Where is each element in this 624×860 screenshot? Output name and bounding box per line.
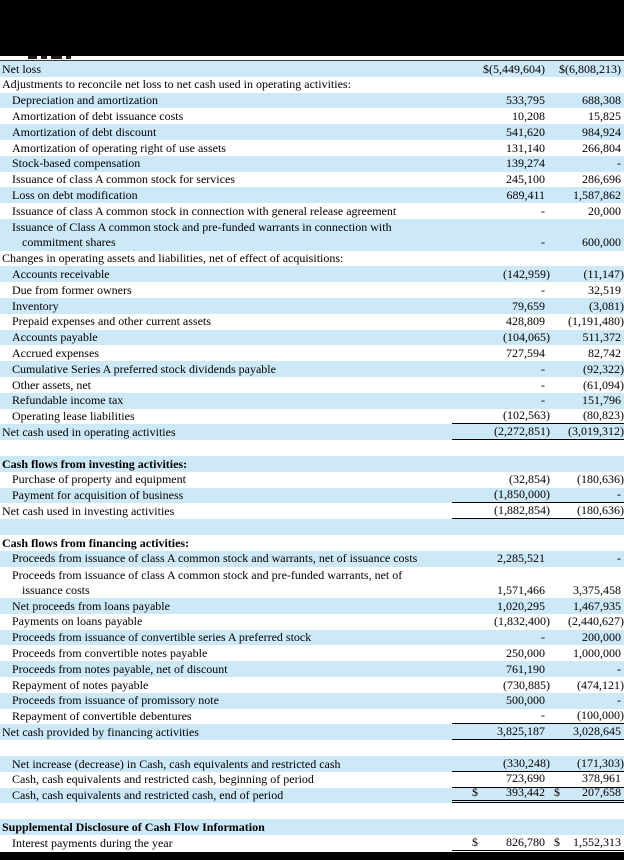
amount-cell-year1 (452, 109, 552, 124)
amount-value: (1,850,000) (494, 487, 550, 502)
table-row (0, 172, 624, 188)
table-row (0, 456, 624, 472)
amount-value: (180,636) (577, 502, 624, 517)
spacer-row (0, 440, 624, 456)
amount-cell-year2 (552, 408, 624, 424)
table-row (0, 535, 624, 551)
amount-value: $(5,449,604) (483, 61, 545, 76)
amount-value: 131,140 (506, 140, 545, 155)
amount-value: (61,094) (583, 377, 624, 392)
amount-cell-year1 (452, 235, 552, 250)
table-row (0, 819, 624, 835)
table-row (0, 630, 624, 646)
row-label: Purchase of property and equipment (12, 472, 186, 487)
row-label: Depreciation and amortization (12, 93, 158, 108)
amount-value: 727,594 (506, 345, 545, 360)
amount-value: (474,121) (577, 677, 624, 692)
amount-cell-year1 (452, 424, 552, 440)
amount-cell-year1 (452, 330, 552, 345)
row-label: Accrued expenses (12, 345, 99, 360)
amount-cell-year1 (452, 646, 552, 661)
table-row (0, 677, 624, 693)
amount-cell-year2 (552, 125, 624, 140)
table-row (0, 330, 624, 346)
amount-value: 207,658 (582, 785, 621, 800)
amount-cell-year1 (452, 188, 552, 203)
amount-cell-year1 (452, 362, 552, 377)
amount-cell-year2 (552, 472, 624, 487)
amount-cell-year2 (552, 204, 624, 219)
amount-value: - (617, 487, 621, 502)
amount-value: 761,190 (506, 661, 545, 676)
table-row (0, 709, 624, 725)
row-label (0, 568, 452, 598)
amount-value: (2,440,627) (568, 614, 624, 629)
amount-value: (11,147) (583, 266, 624, 281)
amount-value: 15,825 (588, 108, 621, 123)
amount-value: (330,248) (503, 755, 550, 770)
amount-cell-year1 (452, 487, 552, 503)
amount-value: 2,285,521 (497, 551, 545, 566)
amount-value: - (541, 203, 545, 218)
amount-cell-year2 (552, 393, 624, 408)
table-row (0, 361, 624, 377)
amount-value: - (541, 377, 545, 392)
table-row (0, 156, 624, 172)
amount-cell-year1 (452, 693, 552, 708)
table-row (0, 645, 624, 661)
row-label: Net cash used in investing activities (2, 503, 175, 518)
amount-value: 1,571,466 (497, 582, 545, 597)
amount-value: 1,020,295 (497, 598, 545, 613)
table-row (0, 551, 624, 567)
amount-cell-year1 (452, 724, 552, 740)
amount-value: 428,809 (506, 314, 545, 329)
amount-cell-year1 (452, 283, 552, 298)
amount-cell-year1 (452, 756, 552, 772)
row-label: Proceeds from notes payable, net of discount (12, 661, 228, 676)
amount-value: 511,372 (582, 330, 621, 345)
amount-cell-year2 (552, 109, 624, 124)
amount-value: - (541, 361, 545, 376)
amount-cell-year1 (452, 125, 552, 140)
table-row (0, 724, 624, 740)
table-row (0, 219, 624, 251)
row-label: Loss on debt modification (12, 187, 138, 202)
amount-cell-year1 (452, 204, 552, 219)
amount-value: 826,780 (506, 834, 545, 849)
amount-cell-year1 (452, 472, 552, 487)
amount-cell-year2 (552, 630, 624, 645)
amount-cell-year2 (552, 503, 624, 519)
amount-cell-year2 (552, 156, 624, 171)
amount-value: 1,000,000 (573, 646, 621, 661)
redacted-text-remnant (0, 56, 624, 60)
amount-value: - (617, 693, 621, 708)
row-label: Proceeds from issuance of class A common stock and warrants, net of issuance costs (12, 551, 418, 566)
row-label-line2: issuance costs (22, 582, 90, 597)
amount-cell-year1 (452, 267, 552, 282)
row-label: Net loss (2, 61, 41, 76)
amount-cell-year2 (552, 708, 624, 724)
amount-value: 3,375,458 (573, 582, 621, 597)
amount-cell-year2 (552, 551, 624, 566)
amount-cell-year2 (552, 314, 624, 329)
amount-value: 151,796 (582, 393, 621, 408)
table-row (0, 314, 624, 330)
row-label: Proceeds from convertible notes payable (12, 646, 208, 661)
amount-cell-year2 (552, 599, 624, 614)
dollar-sign: $ (554, 834, 560, 849)
amount-value: 82,742 (588, 345, 621, 360)
row-label: Operating lease liabilities (12, 409, 135, 424)
amount-value: (3,019,312) (568, 423, 624, 438)
row-label: Interest payments during the year (12, 835, 173, 850)
spacer-row (0, 803, 624, 819)
table-row (0, 785, 624, 804)
amount-value: (1,832,400) (494, 614, 550, 629)
amount-value: 32,519 (588, 282, 621, 297)
amount-value: 393,442 (506, 785, 545, 800)
amount-value: 533,795 (506, 93, 545, 108)
amount-value: $(6,808,213) (559, 61, 621, 76)
row-label-line1: Issuance of Class A common stock and pre-funded warrants in connection with (12, 220, 392, 235)
dollar-sign: $ (472, 834, 478, 849)
amount-value: 1,552,313 (573, 834, 621, 849)
row-label: Accounts receivable (12, 266, 110, 281)
amount-value: 1,467,935 (573, 598, 621, 613)
row-label: Amortization of debt discount (12, 124, 157, 139)
table-row (0, 77, 624, 93)
amount-cell-year2 (552, 662, 624, 677)
row-label: Repayment of convertible debentures (12, 709, 192, 724)
amount-cell-year1 (452, 393, 552, 408)
amount-cell-year1 (452, 62, 552, 77)
amount-value: 286,696 (582, 172, 621, 187)
amount-cell-year2 (552, 724, 624, 740)
amount-cell-year2 (552, 614, 624, 629)
amount-value: - (541, 393, 545, 408)
amount-cell-year1 (452, 614, 552, 629)
amount-cell-year2 (552, 785, 624, 803)
amount-value: 378,961 (582, 771, 621, 786)
table-row (0, 298, 624, 314)
amount-value: 1,587,862 (573, 187, 621, 202)
row-label: Adjustments to reconcile net loss to net cash used in operating activities: (2, 77, 351, 92)
amount-cell-year1 (452, 378, 552, 393)
amount-value: (2,272,851) (494, 423, 550, 438)
dollar-sign: $ (554, 785, 560, 800)
table-row (0, 251, 624, 267)
amount-value: - (541, 235, 545, 250)
amount-value: 266,804 (582, 140, 621, 155)
amount-cell-year1 (452, 551, 552, 566)
amount-cell-year2 (552, 346, 624, 361)
row-label: Repayment of notes payable (12, 677, 149, 692)
table-row (0, 266, 624, 282)
amount-cell-year1 (452, 503, 552, 519)
amount-cell-year1 (452, 785, 552, 803)
row-label: Net cash provided by financing activities (2, 725, 199, 740)
amount-cell-year2 (552, 378, 624, 393)
table-row (0, 345, 624, 361)
amount-cell-year2 (552, 283, 624, 298)
row-label: Cash flows from investing activities: (2, 456, 188, 471)
spacer-row (0, 740, 624, 756)
amount-value: - (541, 282, 545, 297)
table-row (0, 661, 624, 677)
row-label: Amortization of debt issuance costs (12, 108, 184, 123)
amount-value: 3,825,187 (497, 724, 545, 739)
table-row (0, 409, 624, 425)
row-label: Supplemental Disclosure of Cash Flow Information (2, 819, 265, 834)
amount-cell-year2 (552, 141, 624, 156)
amount-value: 245,100 (506, 172, 545, 187)
amount-value: (142,959) (503, 266, 550, 281)
amount-cell-year2 (552, 835, 624, 851)
dollar-sign: $ (472, 785, 478, 800)
amount-cell-year2 (552, 693, 624, 708)
table-row (0, 108, 624, 124)
row-label: Net increase (decrease) in Cash, cash equivalents and restricted cash (12, 756, 341, 771)
redacted-header-bar (0, 0, 624, 56)
amount-cell-year1 (452, 314, 552, 329)
table-row (0, 567, 624, 599)
amount-cell-year2 (552, 267, 624, 282)
amount-value: 200,000 (582, 630, 621, 645)
amount-value: - (617, 661, 621, 676)
row-label: Issuance of class A common stock in connection with general release agreement (12, 203, 397, 218)
amount-value: (32,854) (509, 472, 550, 487)
amount-cell-year1 (452, 630, 552, 645)
bottom-black-bar (0, 852, 624, 860)
row-label-line2: commitment shares (22, 235, 116, 250)
row-label: Cash flows from financing activities: (2, 535, 190, 550)
table-row (0, 377, 624, 393)
amount-value: (3,081) (589, 298, 624, 313)
statement-table (0, 61, 624, 851)
amount-value: 79,659 (512, 298, 545, 313)
spacer-row (0, 519, 624, 535)
amount-cell-year1 (452, 408, 552, 424)
amount-cell-year1 (452, 299, 552, 314)
amount-cell-year1 (452, 156, 552, 171)
row-label: Proceeds from issuance of convertible series A preferred stock (12, 630, 312, 645)
amount-cell-year1 (452, 599, 552, 614)
amount-cell-year2 (552, 299, 624, 314)
amount-value: (92,322) (583, 361, 624, 376)
table-row (0, 503, 624, 519)
row-label: Other assets, net (12, 377, 91, 392)
amount-cell-year1 (452, 141, 552, 156)
amount-cell-year2 (552, 487, 624, 503)
table-row (0, 203, 624, 219)
amount-cell-year2 (552, 62, 624, 77)
table-row (0, 93, 624, 109)
amount-value: (100,000) (577, 708, 624, 723)
amount-value: 250,000 (506, 646, 545, 661)
amount-value: 500,000 (506, 693, 545, 708)
amount-cell-year2 (552, 172, 624, 187)
amount-value: 3,028,645 (573, 724, 621, 739)
table-row (0, 488, 624, 504)
table-row (0, 756, 624, 772)
amount-cell-year2 (552, 756, 624, 772)
table-row (0, 693, 624, 709)
row-label: Cash, cash equivalents and restricted cash, end of period (12, 788, 284, 803)
amount-value: (102,563) (503, 408, 550, 423)
amount-value: - (541, 630, 545, 645)
amount-value: 600,000 (582, 235, 621, 250)
table-row (0, 140, 624, 156)
amount-cell-year2 (552, 424, 624, 440)
amount-cell-year2 (552, 678, 624, 693)
amount-value: - (617, 156, 621, 171)
amount-cell-year1 (452, 678, 552, 693)
table-row (0, 61, 624, 77)
table-row (0, 124, 624, 140)
amount-cell-year1 (452, 93, 552, 108)
amount-cell-year2 (552, 330, 624, 345)
amount-cell-year1 (452, 835, 552, 851)
amount-value: 688,308 (582, 93, 621, 108)
amount-value: - (541, 708, 545, 723)
amount-cell-year2 (552, 188, 624, 203)
amount-value: - (617, 551, 621, 566)
row-label: Due from former owners (12, 282, 132, 297)
table-row (0, 393, 624, 409)
row-label: Net proceeds from loans payable (12, 598, 170, 613)
amount-cell-year1 (452, 346, 552, 361)
amount-cell-year2 (552, 362, 624, 377)
row-label: Payments on loans payable (12, 614, 143, 629)
row-label: Inventory (12, 298, 59, 313)
amount-value: (171,303) (577, 755, 624, 770)
row-label: Accounts payable (12, 330, 98, 345)
amount-cell-year2 (552, 646, 624, 661)
amount-value: (730,885) (503, 677, 550, 692)
amount-value: 689,411 (506, 187, 545, 202)
amount-value: (1,882,854) (494, 502, 550, 517)
row-label: Amortization of operating right of use assets (12, 140, 226, 155)
table-row (0, 835, 624, 851)
row-label: Changes in operating assets and liabilities, net of effect of acquisitions: (2, 251, 344, 266)
row-label: Cumulative Series A preferred stock dividends payable (12, 361, 276, 376)
amount-value: 984,924 (582, 124, 621, 139)
row-label: Prepaid expenses and other current assets (12, 314, 211, 329)
amount-cell-year2 (552, 93, 624, 108)
amount-value: 139,274 (506, 156, 545, 171)
amount-value: 723,690 (506, 771, 545, 786)
row-label: Issuance of class A common stock for services (12, 172, 235, 187)
amount-cell-year2 (552, 235, 624, 250)
table-row (0, 614, 624, 630)
amount-value: (1,191,480) (568, 314, 624, 329)
row-label: Proceeds from issuance of promissory note (12, 693, 219, 708)
amount-value: 20,000 (588, 203, 621, 218)
amount-cell-year1 (452, 583, 552, 598)
row-label: Payment for acquisition of business (12, 488, 184, 503)
amount-value: (80,823) (583, 408, 624, 423)
table-row (0, 472, 624, 488)
amount-cell-year1 (452, 172, 552, 187)
row-label (0, 220, 452, 250)
amount-cell-year2 (552, 583, 624, 598)
row-label-line1: Proceeds from issuance of class A common stock and pre-funded warrants, net of (12, 567, 403, 582)
row-label: Stock-based compensation (12, 156, 141, 171)
table-row (0, 598, 624, 614)
row-label: Cash, cash equivalents and restricted cash, beginning of period (12, 772, 314, 787)
amount-value: (104,065) (503, 330, 550, 345)
table-row (0, 187, 624, 203)
table-row (0, 282, 624, 298)
amount-cell-year1 (452, 708, 552, 724)
table-row (0, 424, 624, 440)
row-label: Refundable income tax (12, 393, 124, 408)
amount-value: 541,620 (506, 124, 545, 139)
amount-value: (180,636) (577, 472, 624, 487)
row-label: Net cash used in operating activities (2, 424, 176, 439)
amount-value: 10,208 (512, 108, 545, 123)
amount-cell-year1 (452, 662, 552, 677)
